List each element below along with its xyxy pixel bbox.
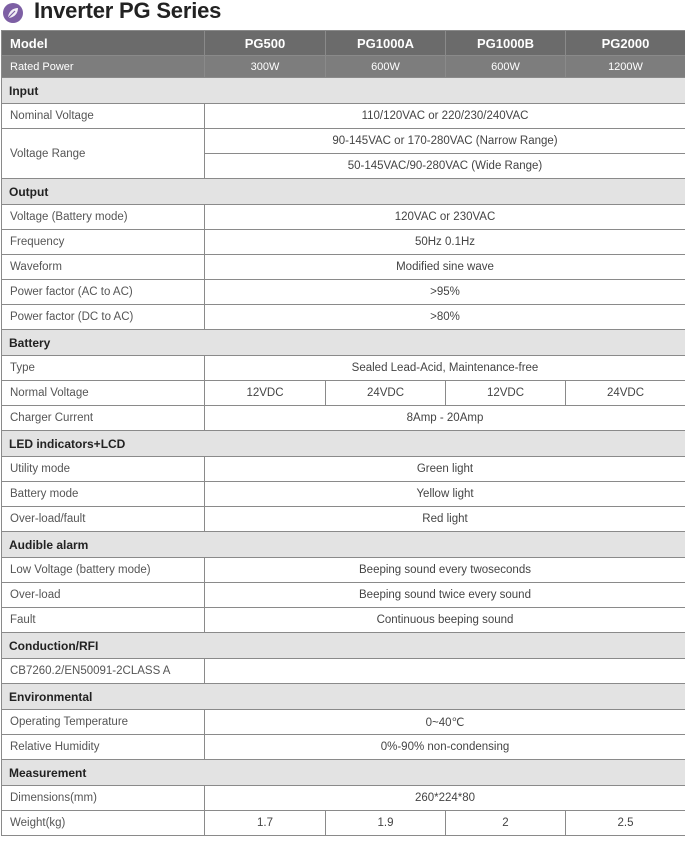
row-value: 12VDC xyxy=(205,381,326,406)
row-value: >80% xyxy=(205,305,685,330)
table-row xyxy=(2,255,685,280)
section-title: LED indicators+LCD xyxy=(2,431,685,457)
section-measurement xyxy=(2,760,685,786)
row-label: Voltage (Battery mode) xyxy=(2,205,205,230)
section-alarm xyxy=(2,532,685,558)
row-label: Weight(kg) xyxy=(2,811,205,836)
row-value: Modified sine wave xyxy=(205,255,685,280)
model-pg1000a: PG1000A xyxy=(326,31,446,56)
row-label: Utility mode xyxy=(2,457,205,482)
row-value: 12VDC xyxy=(446,381,566,406)
section-title: Measurement xyxy=(2,760,685,786)
row-label: Type xyxy=(2,356,205,381)
row-value: >95% xyxy=(205,280,685,305)
table-row xyxy=(2,710,685,735)
rated-power-pg1000b: 600W xyxy=(446,56,566,78)
leaf-icon xyxy=(3,3,23,23)
row-value: 24VDC xyxy=(326,381,446,406)
model-label: Model xyxy=(2,31,205,56)
section-input xyxy=(2,78,685,104)
section-led xyxy=(2,431,685,457)
section-title: Input xyxy=(2,78,685,104)
row-label: Low Voltage (battery mode) xyxy=(2,558,205,583)
table-row xyxy=(2,381,685,406)
table-row xyxy=(2,104,685,129)
row-value: 0%-90% non-condensing xyxy=(205,735,685,760)
table-row xyxy=(2,406,685,431)
row-label: Charger Current xyxy=(2,406,205,431)
table-row xyxy=(2,280,685,305)
model-header-row xyxy=(2,31,685,56)
section-title: Environmental xyxy=(2,684,685,710)
table-row xyxy=(2,356,685,381)
row-label: Nominal Voltage xyxy=(2,104,205,129)
model-pg2000: PG2000 xyxy=(566,31,685,56)
row-label: Battery mode xyxy=(2,482,205,507)
table-row xyxy=(2,205,685,230)
table-row xyxy=(2,811,685,836)
section-rfi xyxy=(2,633,685,659)
section-title: Conduction/RFI xyxy=(2,633,685,659)
section-title: Battery xyxy=(2,330,685,356)
row-value: Continuous beeping sound xyxy=(205,608,685,633)
row-label: Power factor (AC to AC) xyxy=(2,280,205,305)
row-value: Red light xyxy=(205,507,685,532)
section-title: Output xyxy=(2,179,685,205)
table-row xyxy=(2,305,685,330)
row-value: 50Hz 0.1Hz xyxy=(205,230,685,255)
spec-table xyxy=(1,30,685,836)
table-row xyxy=(2,129,685,154)
table-row xyxy=(2,457,685,482)
row-label: Normal Voltage xyxy=(2,381,205,406)
row-label: Over-load/fault xyxy=(2,507,205,532)
row-value: Green light xyxy=(205,457,685,482)
table-row xyxy=(2,659,685,684)
table-row xyxy=(2,507,685,532)
table-row xyxy=(2,558,685,583)
model-pg1000b: PG1000B xyxy=(446,31,566,56)
page-title: Inverter PG Series xyxy=(34,0,222,23)
rated-power-label: Rated Power xyxy=(2,56,205,78)
row-value xyxy=(205,659,685,684)
rated-power-pg1000a: 600W xyxy=(326,56,446,78)
row-value: 0~40℃ xyxy=(205,710,685,735)
row-value: 50-145VAC/90-280VAC (Wide Range) xyxy=(205,154,685,179)
section-output xyxy=(2,179,685,205)
rated-power-pg2000: 1200W xyxy=(566,56,685,78)
section-title: Audible alarm xyxy=(2,532,685,558)
title-bar xyxy=(0,0,685,30)
row-value: Yellow light xyxy=(205,482,685,507)
table-row xyxy=(2,482,685,507)
table-row xyxy=(2,583,685,608)
section-environmental xyxy=(2,684,685,710)
row-label: Frequency xyxy=(2,230,205,255)
rated-power-pg500: 300W xyxy=(205,56,326,78)
row-value: 24VDC xyxy=(566,381,685,406)
row-label: Voltage Range xyxy=(2,129,205,179)
section-battery xyxy=(2,330,685,356)
row-label: Waveform xyxy=(2,255,205,280)
row-label: Over-load xyxy=(2,583,205,608)
table-row xyxy=(2,735,685,760)
row-value: 1.9 xyxy=(326,811,446,836)
row-label: CB7260.2/EN50091-2CLASS A xyxy=(2,659,205,684)
row-value: 8Amp - 20Amp xyxy=(205,406,685,431)
row-label: Dimensions(mm) xyxy=(2,786,205,811)
row-value: Beeping sound every twoseconds xyxy=(205,558,685,583)
row-label: Fault xyxy=(2,608,205,633)
row-value: 2 xyxy=(446,811,566,836)
model-pg500: PG500 xyxy=(205,31,326,56)
row-value: 1.7 xyxy=(205,811,326,836)
table-row xyxy=(2,230,685,255)
row-label: Operating Temperature xyxy=(2,710,205,735)
row-label: Relative Humidity xyxy=(2,735,205,760)
row-value: 110/120VAC or 220/230/240VAC xyxy=(205,104,685,129)
row-value: 2.5 xyxy=(566,811,685,836)
row-value: 90-145VAC or 170-280VAC (Narrow Range) xyxy=(205,129,685,154)
table-row xyxy=(2,786,685,811)
row-value: 120VAC or 230VAC xyxy=(205,205,685,230)
table-row xyxy=(2,608,685,633)
rated-power-row xyxy=(2,56,685,78)
row-value: Beeping sound twice every sound xyxy=(205,583,685,608)
row-value: 260*224*80 xyxy=(205,786,685,811)
row-label: Power factor (DC to AC) xyxy=(2,305,205,330)
row-value: Sealed Lead-Acid, Maintenance-free xyxy=(205,356,685,381)
